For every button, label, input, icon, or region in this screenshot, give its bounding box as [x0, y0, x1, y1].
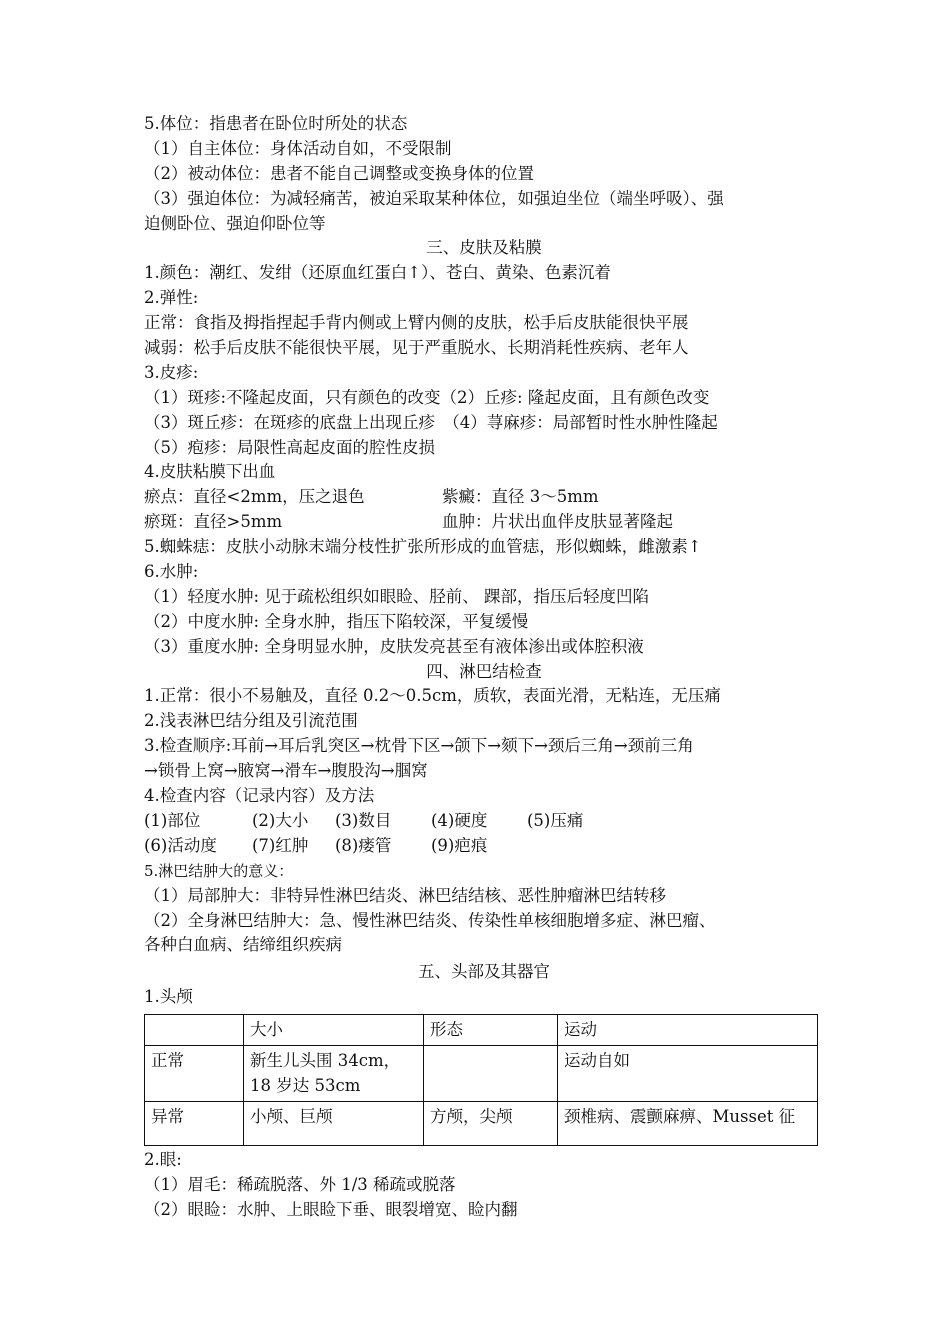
text-line: 2.眼:: [144, 1150, 182, 1170]
exam-item: (3)数目: [335, 810, 392, 830]
text-line: 4.皮肤粘膜下出血: [144, 462, 276, 482]
text-line: （2）被动体位：患者不能自己调整或变换身体的位置: [144, 163, 534, 183]
text-line: （1）斑疹:不隆起皮面，只有颜色的改变（2）丘疹: 隆起皮面，且有颜色改变: [144, 387, 710, 407]
bleed-row: [144, 485, 824, 510]
bleed-item: 紫癜：直径 3～5mm: [442, 487, 599, 507]
text-line: 各种白血病、结缔组织疾病: [144, 935, 342, 955]
table-cell: 大小: [244, 1015, 424, 1046]
text-line: 6.水肿:: [144, 562, 199, 582]
text-line: 4.检查内容（记录内容）及方法: [144, 786, 375, 806]
text-line: 3.检查顺序:耳前→耳后乳突区→枕骨下区→颌下→颏下→颈后三角→颈前三角: [144, 736, 694, 756]
section-heading-lymph: 四、淋巴结检查: [426, 661, 542, 681]
table-cell: 颈椎病、震颤麻痹、Musset 征: [558, 1102, 818, 1146]
text-line: 5.蜘蛛痣：皮肤小动脉末端分枝性扩张所形成的血管痣，形似蜘蛛，雌激素↑: [144, 537, 702, 557]
bleed-row: [144, 510, 824, 535]
text-line: （1）眉毛：稀疏脱落、外 1/3 稀疏或脱落: [144, 1174, 456, 1194]
text-line: （2）全身淋巴结肿大：急、慢性淋巴结炎、传染性单核细胞增多症、淋巴瘤、: [144, 910, 716, 930]
bleed-item: 瘀斑：直径>5mm: [144, 512, 283, 532]
exam-items-row: [144, 809, 824, 834]
text-line: （3）强迫体位：为减轻痛苦，被迫采取某种体位，如强迫坐位（端坐呼吸）、强: [144, 188, 724, 208]
text-line: 2.弹性:: [144, 288, 199, 308]
position-section: [144, 112, 824, 236]
skull-table: [144, 1014, 818, 1146]
table-row: [145, 1046, 818, 1102]
table-cell: [145, 1015, 244, 1046]
section-heading-head: 五、头部及其器官: [418, 962, 550, 982]
exam-item: (4)硬度: [431, 810, 488, 830]
text-line: 1.颜色：潮红、发绀（还原血红蛋白↑）、苍白、黄染、色素沉着: [144, 263, 611, 283]
table-cell: 异常: [145, 1102, 244, 1146]
skull-label: 1.头颅: [144, 987, 193, 1007]
document-page: [144, 112, 824, 1223]
text-line: 3.皮疹:: [144, 362, 199, 382]
bleed-item: 血肿：片状出血伴皮肤显著隆起: [442, 512, 673, 532]
text-line: 减弱：松手后皮肤不能很快平展，见于严重脱水、长期消耗性疾病、老年人: [144, 338, 689, 358]
text-line: （1）轻度水肿: 见于疏松组织如眼睑、胫前、 踝部，指压后轻度凹陷: [144, 586, 650, 606]
text-line: （2）中度水肿: 全身水肿，指压下陷较深，平复缓慢: [144, 611, 529, 631]
lymph-section: [144, 684, 824, 958]
exam-item: (9)疤痕: [431, 835, 488, 855]
text-line: （1）局部肿大：非特异性淋巴结炎、淋巴结结核、恶性肿瘤淋巴结转移: [144, 885, 666, 905]
text-line: →锁骨上窝→腋窝→滑车→腹股沟→腘窝: [144, 761, 428, 781]
exam-item: (8)瘘管: [335, 835, 392, 855]
exam-item: (2)大小: [252, 810, 309, 830]
table-header-row: [145, 1015, 818, 1046]
text-line: （3）重度水肿: 全身明显水肿，皮肤发亮甚至有液体渗出或体腔积液: [144, 636, 644, 656]
text-line: 5.体位：指患者在卧位时所处的状态: [144, 114, 408, 133]
text-line: （5）疱疹：局限性高起皮面的腔性皮损: [144, 437, 435, 457]
text-line: （3）斑丘疹：在斑疹的底盘上出现丘疹 （4）荨麻疹：局部暂时性水肿性隆起: [144, 412, 718, 432]
table-cell: 形态: [424, 1015, 558, 1046]
section-heading-skin: 三、皮肤及粘膜: [426, 238, 542, 258]
table-cell: [424, 1046, 558, 1102]
table-cell: 小颅、巨颅: [244, 1102, 424, 1146]
text-line: 迫侧卧位、强迫仰卧位等: [144, 213, 326, 233]
text-line: 2.浅表淋巴结分组及引流范围: [144, 711, 358, 731]
table-row: [145, 1102, 818, 1146]
text-line: 1.正常：很小不易触及，直径 0.2～0.5cm，质软，表面光滑，无粘连，无压痛: [144, 686, 721, 706]
exam-item: (7)红肿: [252, 835, 309, 855]
table-cell: 运动自如: [558, 1046, 818, 1102]
table-cell: 运动: [558, 1015, 818, 1046]
exam-items-row: [144, 834, 824, 859]
skin-section: [144, 261, 824, 659]
table-cell: 正常: [145, 1046, 244, 1102]
exam-item: (5)压痛: [527, 810, 584, 830]
table-cell: 方颅，尖颅: [424, 1102, 558, 1146]
eye-section: [144, 1148, 824, 1223]
exam-item: (6)活动度: [144, 835, 217, 855]
text-line: 正常：食指及拇指捏起手背内侧或上臂内侧的皮肤，松手后皮肤能很快平展: [144, 313, 689, 333]
text-line: （1）自主体位：身体活动自如，不受限制: [144, 138, 452, 158]
table-cell: 新生儿头围 34cm，18 岁达 53cm: [244, 1046, 424, 1102]
bleed-item: 瘀点：直径<2mm，压之退色: [144, 487, 365, 507]
exam-item: (1)部位: [144, 810, 201, 830]
text-line: 5.淋巴结肿大的意义：: [144, 861, 294, 880]
text-line: （2）眼睑：水肿、上眼睑下垂、眼裂增宽、睑内翻: [144, 1199, 518, 1219]
